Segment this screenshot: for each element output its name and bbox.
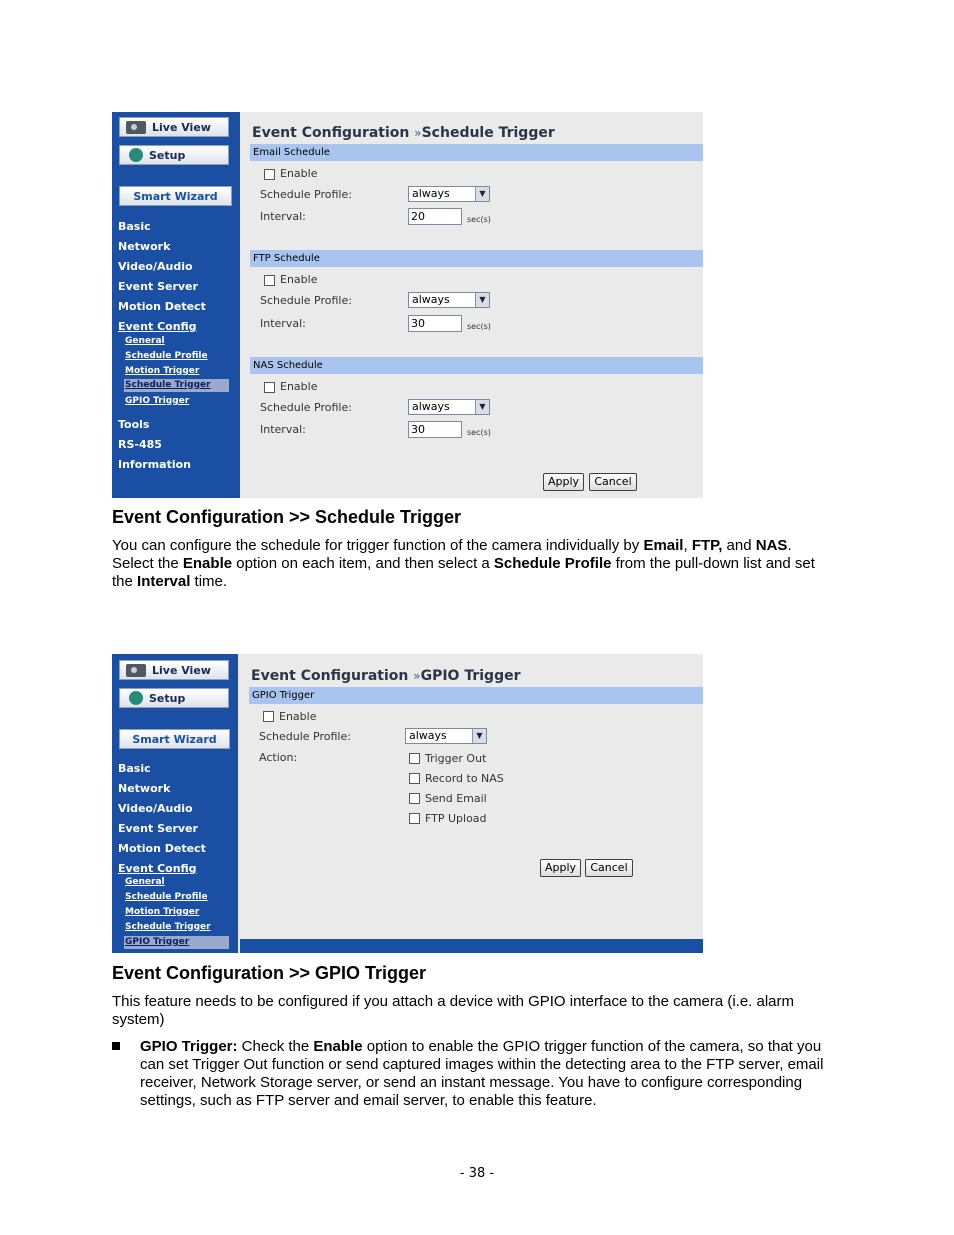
submenu-general[interactable]: General (125, 877, 165, 887)
gpio-profile-select[interactable]: always ▼ (405, 728, 487, 744)
nas-profile-label: Schedule Profile: (260, 401, 352, 414)
nas-interval-label: Interval: (260, 423, 306, 436)
gpio-enable-label: Enable (279, 710, 317, 723)
submenu-schedule-trigger[interactable]: Schedule Trigger (125, 922, 211, 932)
ftp-enable-checkbox[interactable] (264, 275, 275, 286)
nas-interval-input[interactable]: 30 (408, 421, 462, 438)
page-title: Event Configuration »GPIO Trigger (251, 668, 521, 684)
nas-interval-unit: sec(s) (467, 428, 491, 437)
setup-icon (129, 691, 143, 705)
gpio-trigger-screenshot (112, 654, 703, 953)
page-title: Event Configuration »Schedule Trigger (252, 125, 555, 141)
paragraph-gpio-intro: This feature needs to be configured if you attach a device with GPIO interface to the camera (i.e. alarm system) (112, 993, 795, 1028)
submenu-motion-trigger[interactable]: Motion Trigger (125, 907, 200, 917)
action-record-nas-checkbox[interactable] (409, 773, 420, 784)
apply-button[interactable]: Apply (540, 859, 581, 877)
ftp-interval-label: Interval: (260, 317, 306, 330)
email-interval-input[interactable]: 20 (408, 208, 462, 225)
email-interval-label: Interval: (260, 210, 306, 223)
chevron-down-icon: ▼ (475, 400, 489, 414)
section-header-ftp: FTP Schedule (250, 250, 703, 267)
menu-network[interactable]: Network (118, 782, 171, 795)
setup-icon (129, 148, 143, 162)
menu-motion-detect[interactable]: Motion Detect (118, 300, 206, 313)
ftp-interval-input[interactable]: 30 (408, 315, 462, 332)
menu-motion-detect[interactable]: Motion Detect (118, 842, 206, 855)
menu-basic[interactable]: Basic (118, 220, 151, 233)
ftp-interval-unit: sec(s) (467, 322, 491, 331)
menu-rs485[interactable]: RS-485 (118, 438, 162, 451)
footer-bar (240, 939, 703, 953)
nas-enable-checkbox[interactable] (264, 382, 275, 393)
email-profile-label: Schedule Profile: (260, 188, 352, 201)
action-trigger-out-checkbox[interactable] (409, 753, 420, 764)
ftp-profile-select[interactable]: always ▼ (408, 292, 490, 308)
smart-wizard-button[interactable]: Smart Wizard (119, 186, 232, 206)
page-number: - 38 - (459, 1166, 495, 1181)
bullet-square-icon (112, 1042, 120, 1050)
gpio-action-label: Action: (259, 751, 298, 764)
action-ftp-upload-checkbox[interactable] (409, 813, 420, 824)
chevron-down-icon: ▼ (472, 729, 486, 743)
gpio-profile-label: Schedule Profile: (259, 730, 351, 743)
email-profile-select[interactable]: always ▼ (408, 186, 490, 202)
section-header-nas: NAS Schedule (250, 357, 703, 374)
email-enable-label: Enable (280, 167, 318, 180)
submenu-schedule-trigger[interactable]: Schedule Trigger (124, 379, 229, 392)
smart-wizard-button[interactable]: Smart Wizard (119, 729, 230, 749)
camera-icon (126, 121, 146, 134)
sidebar (112, 654, 238, 953)
cancel-button[interactable]: Cancel (589, 473, 637, 491)
action-ftp-upload-label: FTP Upload (425, 812, 487, 825)
menu-event-config[interactable]: Event Config (118, 320, 197, 333)
menu-video-audio[interactable]: Video/Audio (118, 802, 193, 815)
section-header-email: Email Schedule (250, 144, 703, 161)
live-view-button[interactable]: Live View (119, 117, 229, 137)
submenu-schedule-profile[interactable]: Schedule Profile (125, 892, 208, 902)
submenu-general[interactable]: General (125, 336, 165, 346)
cancel-button[interactable]: Cancel (585, 859, 633, 877)
menu-information[interactable]: Information (118, 458, 191, 471)
chevron-down-icon: ▼ (475, 293, 489, 307)
nas-profile-select[interactable]: always ▼ (408, 399, 490, 415)
setup-button[interactable]: Setup (119, 145, 229, 165)
action-record-nas-label: Record to NAS (425, 772, 504, 785)
live-view-button[interactable]: Live View (119, 660, 229, 680)
ftp-enable-label: Enable (280, 273, 318, 286)
menu-video-audio[interactable]: Video/Audio (118, 260, 193, 273)
gpio-enable-checkbox[interactable] (263, 711, 274, 722)
heading-gpio-trigger: Event Configuration >> GPIO Trigger (112, 963, 427, 983)
setup-button[interactable]: Setup (119, 688, 229, 708)
menu-network[interactable]: Network (118, 240, 171, 253)
schedule-trigger-screenshot (112, 112, 703, 498)
submenu-schedule-profile[interactable]: Schedule Profile (125, 351, 208, 361)
heading-schedule-trigger: Event Configuration >> Schedule Trigger (112, 507, 462, 527)
menu-basic[interactable]: Basic (118, 762, 151, 775)
action-trigger-out-label: Trigger Out (425, 752, 487, 765)
camera-icon (126, 664, 146, 677)
email-enable-checkbox[interactable] (264, 169, 275, 180)
apply-button[interactable]: Apply (543, 473, 584, 491)
menu-event-config[interactable]: Event Config (118, 862, 197, 875)
chevron-down-icon: ▼ (475, 187, 489, 201)
ftp-profile-label: Schedule Profile: (260, 294, 352, 307)
submenu-gpio-trigger[interactable]: GPIO Trigger (125, 396, 190, 406)
action-send-email-label: Send Email (425, 792, 487, 805)
bullet-gpio-trigger: GPIO Trigger: Check the Enable option to enable the GPIO trigger function of the camera, so that you can set Trigger Out function or send captured images within the detecting area to the FTP server, email receiver, Network Storage server, or send an instant message. You have to configure corresponding settings, such as FTP server and email server, to enable this feature. (140, 1038, 824, 1109)
sidebar (112, 112, 240, 498)
menu-event-server[interactable]: Event Server (118, 822, 198, 835)
menu-event-server[interactable]: Event Server (118, 280, 198, 293)
action-send-email-checkbox[interactable] (409, 793, 420, 804)
paragraph-schedule-trigger: You can configure the schedule for trigger function of the camera individually by Email, FTP, and NAS. Select the Enable option on each item, and then select a Schedule Profile from the pull-down list and set the Interval time. (112, 537, 815, 590)
submenu-motion-trigger[interactable]: Motion Trigger (125, 366, 200, 376)
section-header-gpio: GPIO Trigger (249, 687, 703, 704)
email-interval-unit: sec(s) (467, 215, 491, 224)
nas-enable-label: Enable (280, 380, 318, 393)
submenu-gpio-trigger[interactable]: GPIO Trigger (124, 936, 229, 949)
menu-tools[interactable]: Tools (118, 418, 150, 431)
